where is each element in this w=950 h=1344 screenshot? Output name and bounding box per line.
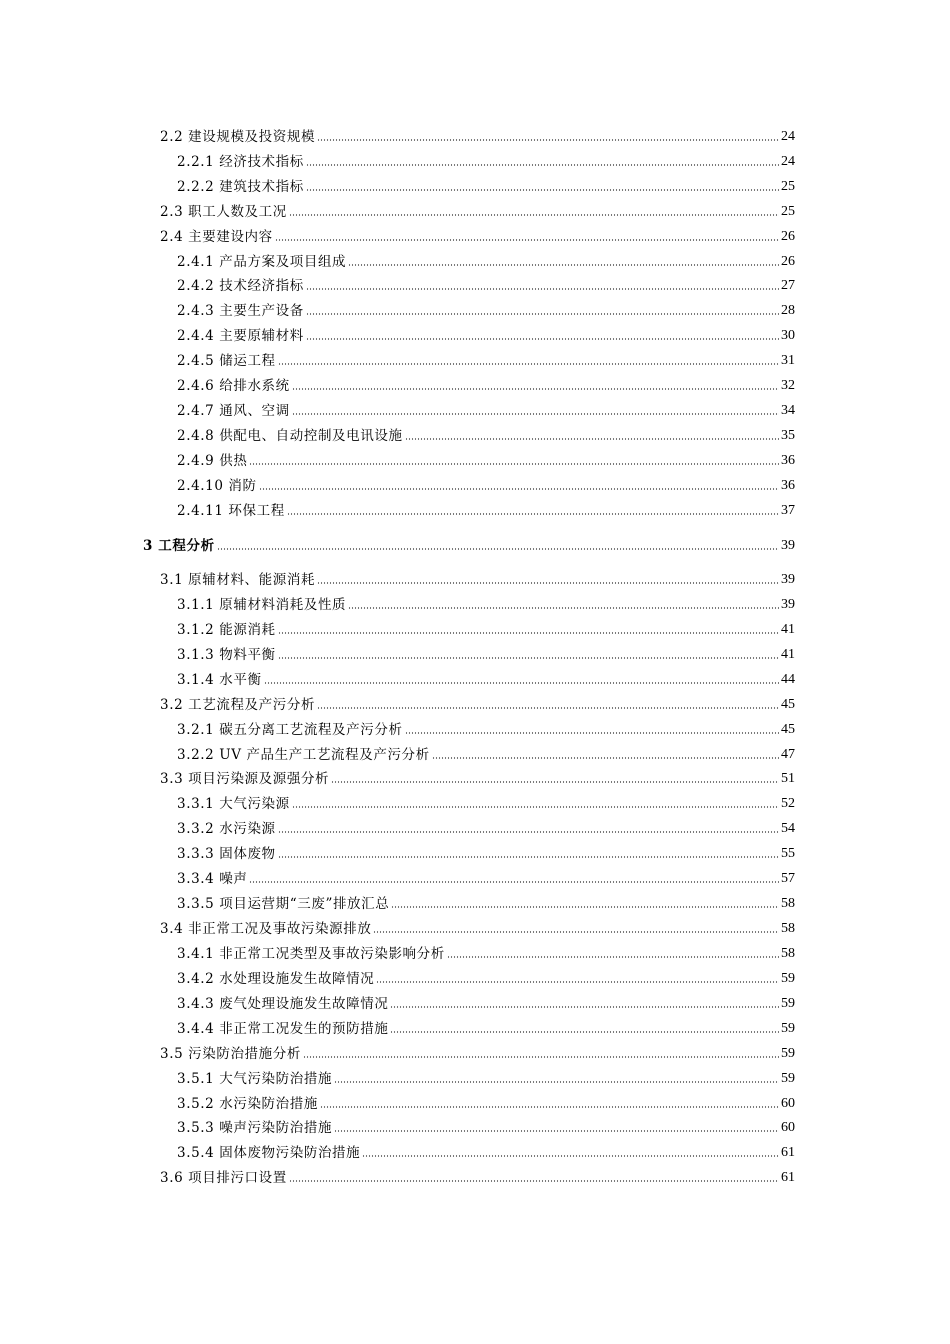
toc-dot-leader xyxy=(306,163,779,167)
toc-entry[interactable] xyxy=(0,176,795,196)
toc-entry-title: 2.2 建设规模及投资规模 xyxy=(160,129,316,145)
toc-page-number: 26 xyxy=(781,228,795,244)
toc-entry[interactable] xyxy=(0,818,795,838)
toc-page-number: 61 xyxy=(781,1170,795,1186)
toc-entry-title: 3.1.4 水平衡 xyxy=(177,671,262,688)
toc-entry[interactable] xyxy=(0,251,795,271)
toc-entry[interactable] xyxy=(0,226,795,246)
toc-dot-leader xyxy=(289,213,779,217)
toc-dot-leader xyxy=(317,706,779,710)
toc-page-number: 36 xyxy=(781,452,795,468)
toc-dot-leader xyxy=(317,138,779,142)
toc-entry-title: 3.3.3 固体废物 xyxy=(177,846,276,863)
toc-entry-title: 3.4.2 水处理设施发生故障情况 xyxy=(177,970,375,987)
toc-entry[interactable] xyxy=(0,300,795,320)
toc-dot-leader xyxy=(390,1030,779,1034)
toc-dot-leader xyxy=(278,855,779,859)
toc-page-number: 39 xyxy=(781,596,795,612)
toc-entry[interactable] xyxy=(0,843,795,863)
toc-page-number: 39 xyxy=(781,572,795,587)
toc-entry[interactable] xyxy=(0,126,795,146)
toc-entry[interactable] xyxy=(0,669,795,689)
toc-page-number: 59 xyxy=(781,1070,795,1086)
toc-entry-title: 3.4 非正常工况及事故污染源排放 xyxy=(160,921,372,938)
toc-entry[interactable] xyxy=(0,993,795,1013)
toc-entry[interactable] xyxy=(0,375,795,395)
toc-entry-title: 3.2 工艺流程及产污分析 xyxy=(160,696,316,713)
toc-entry[interactable] xyxy=(0,475,795,495)
toc-entry[interactable] xyxy=(0,719,795,739)
toc-entry[interactable] xyxy=(0,768,795,788)
toc-entry-title: 2.4.1 产品方案及项目组成 xyxy=(177,253,347,270)
toc-page-number: 55 xyxy=(781,846,795,862)
toc-page-number: 44 xyxy=(781,671,795,687)
toc-dot-leader xyxy=(331,780,779,784)
toc-entry-title: 3.3 项目污染源及源强分析 xyxy=(160,771,330,788)
toc-entry[interactable] xyxy=(0,500,795,520)
toc-page-number: 28 xyxy=(781,303,795,319)
toc-page-number: 26 xyxy=(781,253,795,269)
toc-page-number: 36 xyxy=(781,477,795,493)
toc-dot-leader xyxy=(390,1005,779,1009)
toc-dot-leader xyxy=(275,238,779,242)
toc-dot-leader xyxy=(447,955,779,959)
toc-entry-title: 3.5.3 噪声污染防治措施 xyxy=(177,1120,333,1137)
toc-dot-leader xyxy=(317,581,779,585)
toc-entry-title: 3.4.3 废气处理设施发生故障情况 xyxy=(177,995,389,1012)
toc-entry-title: 3.3.2 水污染源 xyxy=(177,821,276,838)
toc-entry-title: 3.6 项目排污口设置 xyxy=(160,1170,287,1187)
toc-dot-leader xyxy=(348,263,779,267)
toc-entry-title: 2.4 主要建设内容 xyxy=(160,228,273,245)
toc-entry[interactable] xyxy=(0,151,795,171)
toc-dot-leader xyxy=(432,756,779,760)
toc-dot-leader xyxy=(278,362,779,366)
toc-dot-leader xyxy=(278,830,779,834)
toc-page-number: 59 xyxy=(781,1045,795,1061)
toc-entry-title: 2.4.9 供热 xyxy=(177,452,248,469)
toc-entry[interactable] xyxy=(0,918,795,938)
toc-page-number: 39 xyxy=(781,538,795,553)
toc-entry[interactable] xyxy=(0,1142,795,1162)
toc-dot-leader xyxy=(373,930,779,934)
toc-entry[interactable] xyxy=(0,644,795,664)
toc-dot-leader xyxy=(259,487,779,491)
toc-page-number: 61 xyxy=(781,1145,795,1161)
toc-dot-leader xyxy=(306,287,779,291)
toc-page-number: 32 xyxy=(781,378,795,393)
toc-page-number: 58 xyxy=(781,921,795,937)
toc-page-number: 57 xyxy=(781,871,795,887)
toc-entry-title: 2.3 职工人数及工况 xyxy=(160,203,287,220)
toc-entry-title: 3.4.1 非正常工况类型及事故污染影响分析 xyxy=(177,945,445,962)
toc-page-number: 58 xyxy=(781,896,795,912)
toc-page-number: 45 xyxy=(781,721,795,737)
toc-entry-title: 3.5.2 水污染防治措施 xyxy=(177,1095,318,1112)
toc-dot-leader xyxy=(391,905,779,909)
toc-page-number: 52 xyxy=(781,796,795,812)
toc-page-number: 37 xyxy=(781,502,795,518)
toc-page-number: 60 xyxy=(781,1095,795,1111)
toc-dot-leader xyxy=(334,1129,779,1133)
toc-entry-title: 2.4.5 储运工程 xyxy=(177,353,276,370)
toc-page-number: 24 xyxy=(781,129,795,144)
toc-page-number: 45 xyxy=(781,696,795,712)
toc-entry-title: 3.3.4 噪声 xyxy=(177,871,248,888)
toc-page-number: 25 xyxy=(781,203,795,219)
toc-entry-title: 3.2.1 碳五分离工艺流程及产污分析 xyxy=(177,721,403,738)
toc-entry[interactable] xyxy=(0,325,795,345)
toc-dot-leader xyxy=(264,681,779,685)
toc-entry-title: 2.2.2 建筑技术指标 xyxy=(177,178,304,195)
toc-page-number: 34 xyxy=(781,402,795,418)
toc-entry-title: 3.1 原辅材料、能源消耗 xyxy=(160,572,316,588)
toc-dot-leader xyxy=(249,462,779,466)
toc-entry[interactable] xyxy=(0,1117,795,1137)
toc-entry-title: 3.1.1 原辅材料消耗及性质 xyxy=(177,596,347,613)
toc-entry[interactable] xyxy=(0,425,795,445)
toc-entry[interactable] xyxy=(0,793,795,813)
toc-entry-title: 2.4.10 消防 xyxy=(177,477,257,494)
toc-dot-leader xyxy=(320,1105,779,1109)
toc-entry[interactable] xyxy=(0,868,795,888)
toc-entry[interactable] xyxy=(0,594,795,614)
toc-page-number: 58 xyxy=(781,945,795,961)
toc-entry-title: 3.2.2 UV 产品生产工艺流程及产污分析 xyxy=(177,746,430,763)
toc-entry-title: 3.5 污染防治措施分析 xyxy=(160,1045,301,1062)
toc-dot-leader xyxy=(376,980,779,984)
toc-entry-title: 2.2.1 经济技术指标 xyxy=(177,153,304,170)
toc-page-number: 60 xyxy=(781,1120,795,1136)
toc-entry-title: 3.1.3 物料平衡 xyxy=(177,646,276,663)
toc-page-number: 25 xyxy=(781,178,795,194)
toc-dot-leader xyxy=(292,805,779,809)
toc-entry-title: 3.3.1 大气污染源 xyxy=(177,796,290,813)
toc-entry[interactable] xyxy=(0,450,795,470)
toc-page-number: 24 xyxy=(781,153,795,169)
toc-entry[interactable] xyxy=(0,968,795,988)
toc-entry[interactable] xyxy=(0,1018,795,1038)
toc-entry-title: 2.4.4 主要原辅材料 xyxy=(177,328,304,345)
toc-dot-leader xyxy=(292,387,779,391)
toc-entry-title: 3.4.4 非正常工况发生的预防措施 xyxy=(177,1020,389,1037)
toc-dot-leader xyxy=(292,412,779,416)
toc-dot-leader xyxy=(289,1179,779,1183)
toc-entry[interactable] xyxy=(0,400,795,420)
toc-page-number: 54 xyxy=(781,821,795,837)
toc-entry[interactable] xyxy=(0,350,795,370)
toc-dot-leader xyxy=(306,188,779,192)
toc-dot-leader xyxy=(303,1055,779,1059)
toc-entry-title: 2.4.8 供配电、自动控制及电讯设施 xyxy=(177,427,403,444)
toc-dot-leader xyxy=(334,1080,779,1084)
toc-entry[interactable] xyxy=(0,943,795,963)
toc-page-number: 47 xyxy=(781,746,795,762)
toc-entry[interactable] xyxy=(0,1093,795,1113)
toc-page-number: 30 xyxy=(781,328,795,344)
toc-entry[interactable] xyxy=(0,1167,795,1187)
toc-dot-leader xyxy=(278,656,779,660)
toc-dot-leader xyxy=(249,880,779,884)
toc-page-number: 27 xyxy=(781,278,795,294)
toc-page-number: 59 xyxy=(781,970,795,986)
toc-entry[interactable] xyxy=(0,893,795,913)
toc-dot-leader xyxy=(217,547,779,551)
toc-dot-leader xyxy=(306,337,779,341)
toc-dot-leader xyxy=(405,731,779,735)
toc-entry[interactable] xyxy=(0,1043,795,1063)
toc-entry-title: 3 工程分析 xyxy=(143,538,215,554)
toc-entry-title: 2.4.2 技术经济指标 xyxy=(177,278,304,295)
toc-entry-title: 2.4.3 主要生产设备 xyxy=(177,303,304,320)
toc-dot-leader xyxy=(278,631,779,635)
toc-dot-leader xyxy=(306,312,779,316)
toc-entry[interactable] xyxy=(0,569,795,589)
toc-page-number: 59 xyxy=(781,1020,795,1036)
toc-page-number: 35 xyxy=(781,427,795,443)
toc-page-number: 41 xyxy=(781,646,795,662)
toc-page-number: 59 xyxy=(781,995,795,1011)
toc-entry[interactable] xyxy=(0,275,795,295)
toc-entry-title: 3.5.1 大气污染防治措施 xyxy=(177,1070,333,1087)
toc-entry-title: 2.4.11 环保工程 xyxy=(177,502,285,519)
toc-dot-leader xyxy=(362,1154,779,1158)
toc-entry-title: 3.5.4 固体废物污染防治措施 xyxy=(177,1145,361,1162)
toc-page-number: 31 xyxy=(781,353,795,369)
toc-entry[interactable] xyxy=(0,1068,795,1088)
toc-entry-title: 2.4.6 给排水系统 xyxy=(177,378,290,394)
toc-entry-title: 3.3.5 项目运营期“三废”排放汇总 xyxy=(177,896,390,913)
toc-entry[interactable] xyxy=(0,744,795,764)
toc-dot-leader xyxy=(287,512,779,516)
toc-chapter-entry[interactable] xyxy=(0,535,795,555)
toc-page-number: 41 xyxy=(781,621,795,637)
toc-dot-leader xyxy=(348,606,779,610)
toc-entry-title: 2.4.7 通风、空调 xyxy=(177,402,290,419)
toc-entry[interactable] xyxy=(0,694,795,714)
toc-dot-leader xyxy=(405,437,779,441)
toc-entry[interactable] xyxy=(0,619,795,639)
toc-entry[interactable] xyxy=(0,201,795,221)
toc-entry-title: 3.1.2 能源消耗 xyxy=(177,621,276,638)
toc-page-number: 51 xyxy=(781,771,795,787)
